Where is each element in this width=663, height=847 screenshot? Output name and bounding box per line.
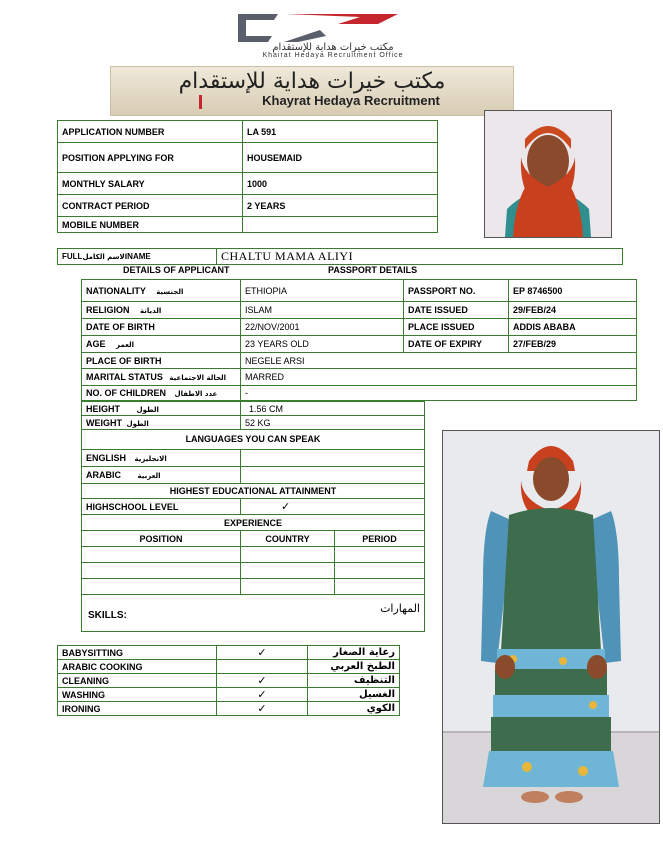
passport-number-value: EP 8746500: [509, 280, 637, 302]
table-row: [58, 217, 438, 233]
dob-value: 22/NOV/2001: [241, 319, 404, 336]
salary-value: 1000: [243, 173, 438, 195]
nationality-value: ETHIOPIA: [241, 280, 404, 302]
table-row: [82, 499, 425, 515]
experience-cell: [82, 579, 241, 595]
experience-cell: [241, 563, 335, 579]
table-row: [82, 531, 425, 547]
table-row: [58, 646, 400, 660]
table-row: [82, 402, 425, 416]
table-row: [58, 702, 400, 716]
english-label-arabic: الانجليزية: [134, 455, 167, 463]
table-row: [82, 336, 637, 353]
date-expiry-value: 27/FEB/29: [509, 336, 637, 353]
experience-cell: [335, 579, 425, 595]
table-row: [82, 369, 637, 386]
table-row: [58, 674, 400, 688]
religion-label-arabic: الديانة: [140, 307, 162, 315]
table-row: [58, 121, 438, 143]
table-row: [82, 579, 425, 595]
education-check: ✓: [241, 499, 425, 515]
place-of-birth-label: PLACE OF BIRTH: [82, 353, 241, 369]
passport-heading: PASSPORT DETAILS: [328, 265, 418, 275]
age-value: 23 YEARS OLD: [241, 336, 404, 353]
table-row: [58, 660, 400, 674]
contract-label: CONTRACT PERIOD: [58, 195, 243, 217]
logo-arabic-text: مكتب خيرات هداية للإستقدام: [272, 42, 394, 53]
date-expiry-label: DATE OF EXPIRY: [404, 336, 509, 353]
experience-cell: [241, 579, 335, 595]
table-row: [58, 143, 438, 173]
experience-position-header: POSITION: [82, 531, 241, 547]
banner-arabic-text: مكتب خيرات هداية للإستقدام: [178, 69, 446, 94]
skill-cleaning-check: ✓: [217, 674, 308, 688]
experience-cell: [82, 547, 241, 563]
marital-status-label-text: MARITAL STATUS: [86, 372, 163, 382]
skill-cleaning-arabic: التنظيف: [308, 674, 400, 688]
table-row: [82, 563, 425, 579]
skill-ironing-arabic: الكوي: [308, 702, 400, 716]
table-row: [82, 450, 425, 467]
arabic-label: [82, 467, 241, 484]
religion-label: [82, 302, 241, 319]
mobile-label: MOBILE NUMBER: [58, 217, 243, 233]
fullbody-image: [443, 431, 659, 823]
arabic-label-arabic: العربية: [137, 472, 161, 480]
date-issued-value: 29/FEB/24: [509, 302, 637, 319]
experience-cell: [335, 547, 425, 563]
weight-label: [82, 416, 241, 430]
age-label-arabic: العمر: [116, 341, 135, 349]
skill-washing-arabic: الغسيل: [308, 688, 400, 702]
height-label-text: HEIGHT: [86, 403, 121, 414]
application-number-label: APPLICATION NUMBER: [58, 121, 243, 143]
details-table: [81, 279, 637, 401]
arabic-value: [241, 467, 425, 484]
height-label: [82, 402, 241, 416]
experience-country-header: COUNTRY: [241, 531, 335, 547]
education-level: HIGHSCHOOL LEVEL: [82, 499, 241, 515]
nationality-label-text: NATIONALITY: [86, 285, 146, 296]
table-row: [58, 195, 438, 217]
age-label: [82, 336, 241, 353]
children-label-arabic: عدد الاطفال: [174, 390, 218, 398]
skills-label-arabic: المهارات: [380, 602, 420, 615]
experience-table: [81, 530, 425, 595]
logo-english-text: Khairat Hedaya Recruitment Office: [262, 52, 404, 59]
nationality-label: [82, 280, 241, 302]
skill-babysitting-arabic: رعاية الصغار: [308, 646, 400, 660]
marital-status-label-arabic: الحالة الاجتماعية: [169, 374, 227, 382]
application-table: [57, 120, 438, 233]
skill-washing-check: ✓: [217, 688, 308, 702]
fullname-table: [57, 248, 623, 265]
skill-washing-label: WASHING: [58, 688, 217, 702]
fullname-value: CHALTU MAMA ALIYI: [217, 249, 623, 265]
skill-babysitting-check: ✓: [217, 646, 308, 660]
fullname-label-a: FULL: [62, 252, 83, 261]
languages-table: [81, 449, 425, 484]
skill-babysitting-label: BABYSITTING: [58, 646, 217, 660]
experience-period-header: PERIOD: [335, 531, 425, 547]
place-issued-value: ADDIS ABABA: [509, 319, 637, 336]
table-row: [82, 386, 637, 401]
skill-ironing-check: ✓: [217, 702, 308, 716]
application-number-value: LA 591: [243, 121, 438, 143]
marital-status-label: [82, 369, 241, 386]
arabic-label-text: ARABIC: [86, 470, 121, 480]
fullname-label-b: NAME: [127, 252, 151, 261]
english-value: [241, 450, 425, 467]
marital-status-value: MARRED: [241, 369, 637, 386]
place-issued-label: PLACE ISSUED: [404, 319, 509, 336]
company-banner: [110, 66, 514, 116]
passport-number-label: PASSPORT NO.: [404, 280, 509, 302]
experience-cell: [82, 563, 241, 579]
skills-table: [57, 645, 400, 716]
education-table: [81, 498, 425, 515]
education-heading: HIGHEST EDUCATIONAL ATTAINMENT: [169, 486, 337, 496]
contract-value: 2 YEARS: [243, 195, 438, 217]
salary-label: MONTHLY SALARY: [58, 173, 243, 195]
position-value: HOUSEMAID: [243, 143, 438, 173]
mobile-value: [243, 217, 438, 233]
children-value: -: [241, 386, 637, 401]
children-label-text: NO. OF CHILDREN: [86, 388, 166, 398]
date-issued-label: DATE ISSUED: [404, 302, 509, 319]
company-logo: [228, 8, 438, 60]
skill-cooking-check: [217, 660, 308, 674]
table-row: [58, 249, 623, 265]
skill-ironing-label: IRONING: [58, 702, 217, 716]
weight-label-text: WEIGHT: [86, 417, 122, 428]
height-label-arabic: الطول: [136, 405, 159, 414]
details-heading: DETAILS OF APPLICANT: [123, 265, 230, 275]
height-value: 1.56 CM: [241, 402, 425, 416]
table-row: [82, 547, 425, 563]
table-row: [82, 280, 637, 302]
skill-cooking-arabic: الطبخ العربي: [308, 660, 400, 674]
table-row: [82, 353, 637, 369]
languages-heading: LANGUAGES YOU CAN SPEAK: [185, 434, 321, 444]
nationality-label-arabic: الجنسية: [156, 287, 184, 296]
skill-cooking-label: ARABIC COOKING: [58, 660, 217, 674]
fullname-label: [58, 249, 217, 265]
skill-cleaning-label: CLEANING: [58, 674, 217, 688]
table-row: [82, 319, 637, 336]
weight-value: 52 KG: [241, 416, 425, 430]
table-row: [82, 467, 425, 484]
religion-label-text: RELIGION: [86, 305, 130, 315]
dob-label: DATE OF BIRTH: [82, 319, 241, 336]
table-row: [58, 173, 438, 195]
religion-value: ISLAM: [241, 302, 404, 319]
portrait-image: [485, 111, 611, 237]
experience-cell: [241, 547, 335, 563]
weight-label-arabic: الطول: [126, 419, 149, 428]
english-label: [82, 450, 241, 467]
experience-cell: [335, 563, 425, 579]
fullname-label-arabic: الاسم الكامل: [82, 253, 128, 261]
table-row: [58, 688, 400, 702]
measure-table: [81, 401, 425, 430]
table-row: [82, 416, 425, 430]
children-label: [82, 386, 241, 401]
position-label: POSITION APPLYING FOR: [58, 143, 243, 173]
place-of-birth-value: NEGELE ARSI: [241, 353, 637, 369]
experience-heading: EXPERIENCE: [223, 518, 283, 528]
fullbody-photo: [442, 430, 660, 824]
skills-label: SKILLS:: [88, 610, 127, 621]
portrait-photo: [484, 110, 612, 238]
table-row: [82, 302, 637, 319]
english-label-text: ENGLISH: [86, 453, 127, 463]
banner-english-text: Khayrat Hedaya Recruitment: [262, 93, 440, 108]
age-label-text: AGE: [86, 339, 106, 349]
